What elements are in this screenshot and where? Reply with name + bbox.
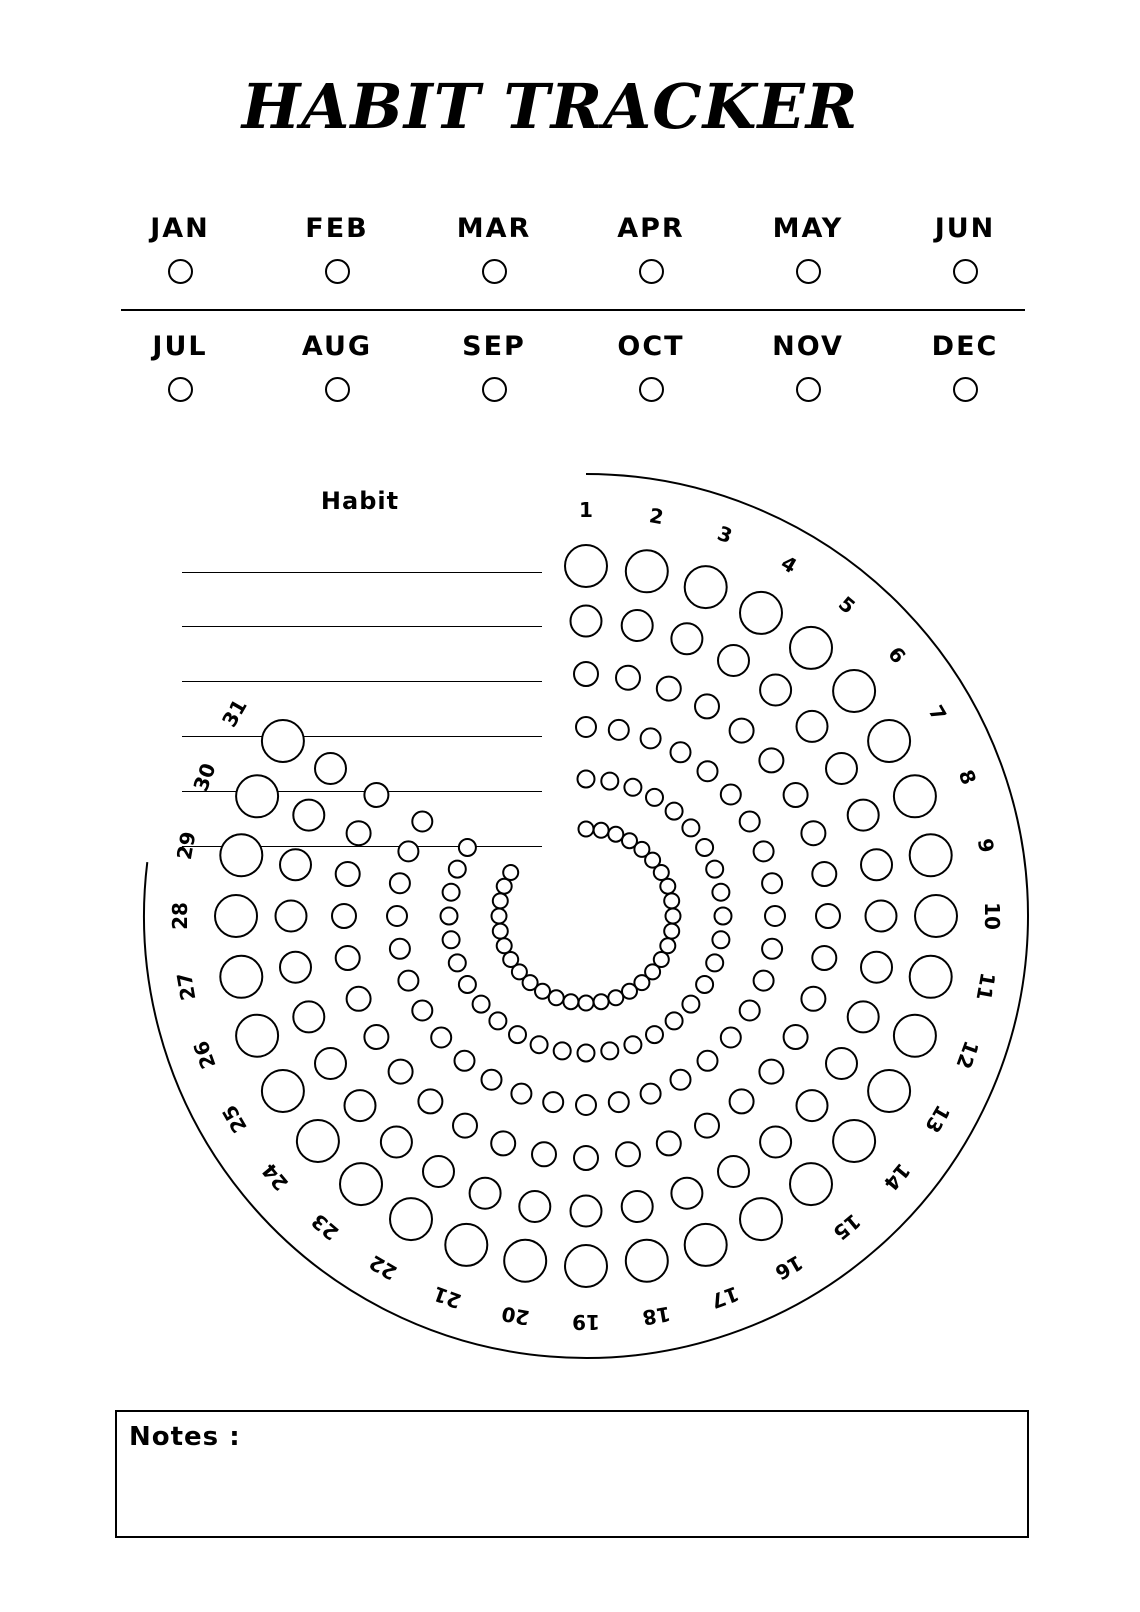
habit-1-day-18-dot[interactable] [626, 1240, 668, 1282]
habit-6-day-30-dot[interactable] [497, 879, 512, 894]
habit-5-day-11-dot[interactable] [712, 931, 729, 948]
day-number-21: 21 [429, 1281, 465, 1314]
habit-1-day-29-dot[interactable] [220, 834, 262, 876]
day-number-30: 30 [188, 759, 221, 795]
habit-2-day-17-dot[interactable] [671, 1178, 702, 1209]
habit-3-day-15-dot[interactable] [730, 1089, 754, 1113]
habit-6-day-7-dot[interactable] [654, 865, 669, 880]
day-number-6: 6 [883, 641, 911, 669]
habit-3-day-16-dot[interactable] [695, 1114, 719, 1138]
habit-6-day-31-dot[interactable] [503, 865, 518, 880]
habit-6-day-27-dot[interactable] [493, 924, 508, 939]
habit-5-day-16-dot[interactable] [646, 1026, 663, 1043]
habit-2-day-1-dot[interactable] [571, 606, 602, 637]
habit-1-day-25-dot[interactable] [262, 1070, 304, 1112]
habit-5-day-13-dot[interactable] [696, 976, 713, 993]
habit-4-day-20-dot[interactable] [543, 1092, 563, 1112]
month-label: MAY [772, 213, 844, 244]
month-label: AUG [301, 331, 373, 362]
habit-3-day-20-dot[interactable] [532, 1142, 556, 1166]
day-number-15: 15 [828, 1208, 866, 1246]
day-number-4: 4 [776, 550, 802, 579]
day-number-28: 28 [168, 902, 192, 930]
month-label: JAN [150, 213, 210, 244]
habit-4-day-12-dot[interactable] [754, 971, 774, 991]
habit-3-day-1-dot[interactable] [574, 662, 598, 686]
habit-4-day-24-dot[interactable] [431, 1028, 451, 1048]
habit-5-day-3-dot[interactable] [624, 779, 641, 796]
habit-4-day-10-dot[interactable] [765, 906, 785, 926]
habit-2-day-12-dot[interactable] [848, 1001, 879, 1032]
habit-3-day-25-dot[interactable] [364, 1025, 388, 1049]
day-number-26: 26 [188, 1037, 221, 1073]
habit-3-day-8-dot[interactable] [801, 821, 825, 845]
habit-3-day-18-dot[interactable] [616, 1142, 640, 1166]
habit-4-day-17-dot[interactable] [641, 1084, 661, 1104]
habit-1-day-22-dot[interactable] [390, 1198, 432, 1240]
notes-input[interactable] [127, 1462, 1011, 1532]
habit-6-day-17-dot[interactable] [608, 990, 623, 1005]
habit-3-day-7-dot[interactable] [784, 783, 808, 807]
day-number-9: 9 [972, 836, 999, 855]
habit-5-day-14-dot[interactable] [682, 996, 699, 1013]
habit-3-day-23-dot[interactable] [418, 1089, 442, 1113]
habit-2-day-9-dot[interactable] [861, 849, 892, 880]
day-number-14: 14 [878, 1158, 916, 1196]
habit-5-day-6-dot[interactable] [682, 819, 699, 836]
habit-4-day-23-dot[interactable] [455, 1051, 475, 1071]
habit-1-day-5-dot[interactable] [790, 627, 832, 669]
month-label: NOV [772, 331, 844, 362]
habit-3-day-31-dot[interactable] [364, 783, 388, 807]
day-number-22: 22 [364, 1250, 402, 1285]
habit-2-day-2-dot[interactable] [622, 610, 653, 641]
habit-5-day-10-dot[interactable] [715, 908, 732, 925]
habit-2-day-6-dot[interactable] [797, 711, 828, 742]
habit-4-day-11-dot[interactable] [762, 939, 782, 959]
day-number-24: 24 [256, 1158, 294, 1196]
habit-4-day-26-dot[interactable] [398, 971, 418, 991]
habit-6-day-18-dot[interactable] [594, 994, 609, 1009]
habit-4-day-27-dot[interactable] [390, 939, 410, 959]
habit-1-day-30-dot[interactable] [236, 775, 278, 817]
habit-1-day-9-dot[interactable] [910, 834, 952, 876]
habit-1-day-11-dot[interactable] [910, 956, 952, 998]
day-number-3: 3 [714, 520, 736, 549]
habit-4-day-3-dot[interactable] [641, 728, 661, 748]
habit-1-day-26-dot[interactable] [236, 1015, 278, 1057]
habit-5-day-9-dot[interactable] [712, 884, 729, 901]
habit-6-day-1-dot[interactable] [579, 822, 594, 837]
habit-5-day-27-dot[interactable] [443, 931, 460, 948]
day-number-23: 23 [306, 1208, 344, 1246]
habit-2-day-4-dot[interactable] [718, 645, 749, 676]
month-label: MAR [456, 213, 532, 244]
habit-3-day-11-dot[interactable] [812, 946, 836, 970]
habit-1-day-3-dot[interactable] [685, 566, 727, 608]
habit-2-day-19-dot[interactable] [571, 1196, 602, 1227]
day-number-25: 25 [217, 1100, 252, 1138]
habit-1-day-10-dot[interactable] [915, 895, 957, 937]
habit-5-day-2-dot[interactable] [601, 773, 618, 790]
habit-3-day-30-dot[interactable] [347, 821, 371, 845]
habit-1-day-1-dot[interactable] [565, 545, 607, 587]
habit-5-day-26-dot[interactable] [449, 954, 466, 971]
habit-6-day-25-dot[interactable] [503, 952, 518, 967]
habit-1-day-28-dot[interactable] [215, 895, 257, 937]
page-title: HABIT TRACKER [241, 70, 859, 143]
day-number-2: 2 [647, 503, 666, 530]
habit-3-day-24-dot[interactable] [389, 1060, 413, 1084]
habit-6-day-10-dot[interactable] [666, 909, 681, 924]
habit-5-day-30-dot[interactable] [449, 861, 466, 878]
habit-5-day-8-dot[interactable] [706, 861, 723, 878]
habit-2-day-18-dot[interactable] [622, 1191, 653, 1222]
day-number-7: 7 [923, 700, 952, 726]
habit-4-day-19-dot[interactable] [576, 1095, 596, 1115]
month-label: JUN [934, 213, 996, 244]
habit-6-day-8-dot[interactable] [660, 879, 675, 894]
habit-3-day-28-dot[interactable] [332, 904, 356, 928]
habit-5-day-5-dot[interactable] [666, 803, 683, 820]
day-number-12: 12 [951, 1037, 984, 1073]
habit-5-day-20-dot[interactable] [554, 1042, 571, 1059]
month-label: JUL [152, 331, 208, 362]
habit-5-day-7-dot[interactable] [696, 839, 713, 856]
habit-4-day-6-dot[interactable] [721, 785, 741, 805]
tracker-dots [215, 545, 957, 1287]
habit-2-day-23-dot[interactable] [381, 1127, 412, 1158]
habit-5-day-24-dot[interactable] [473, 996, 490, 1013]
habit-4-day-9-dot[interactable] [762, 873, 782, 893]
habit-1-day-23-dot[interactable] [340, 1163, 382, 1205]
habit-6-day-20-dot[interactable] [563, 994, 578, 1009]
habit-5-day-22-dot[interactable] [509, 1026, 526, 1043]
habit-6-day-16-dot[interactable] [622, 984, 637, 999]
habit-5-day-17-dot[interactable] [624, 1036, 641, 1053]
habit-4-day-29-dot[interactable] [390, 873, 410, 893]
habit-3-day-14-dot[interactable] [759, 1060, 783, 1084]
habit-1-day-8-dot[interactable] [894, 775, 936, 817]
habit-1-day-15-dot[interactable] [790, 1163, 832, 1205]
day-number-29: 29 [171, 829, 201, 862]
habit-4-day-2-dot[interactable] [609, 720, 629, 740]
habit-4-day-30-dot[interactable] [398, 841, 418, 861]
day-number-10: 10 [980, 902, 1004, 930]
habit-2-day-22-dot[interactable] [423, 1156, 454, 1187]
habit-5-day-12-dot[interactable] [706, 954, 723, 971]
habit-5-day-25-dot[interactable] [459, 976, 476, 993]
habit-6-day-2-dot[interactable] [594, 823, 609, 838]
habit-2-day-28-dot[interactable] [276, 901, 307, 932]
habit-1-day-4-dot[interactable] [740, 592, 782, 634]
habit-6-day-3-dot[interactable] [608, 827, 623, 842]
habit-4-day-13-dot[interactable] [740, 1001, 760, 1021]
habit-3-day-12-dot[interactable] [801, 987, 825, 1011]
habit-1-day-24-dot[interactable] [297, 1120, 339, 1162]
habit-3-day-9-dot[interactable] [812, 862, 836, 886]
habit-3-day-3-dot[interactable] [657, 677, 681, 701]
habit-3-day-19-dot[interactable] [574, 1146, 598, 1170]
habit-1-day-13-dot[interactable] [868, 1070, 910, 1112]
habit-4-day-22-dot[interactable] [482, 1070, 502, 1090]
habit-1-day-16-dot[interactable] [740, 1198, 782, 1240]
habit-3-day-4-dot[interactable] [695, 694, 719, 718]
habit-1-day-27-dot[interactable] [220, 956, 262, 998]
habit-5-day-18-dot[interactable] [601, 1042, 618, 1059]
habit-3-day-17-dot[interactable] [657, 1131, 681, 1155]
notes-box [115, 1410, 1029, 1538]
habit-1-day-12-dot[interactable] [894, 1015, 936, 1057]
day-number-13: 13 [920, 1100, 955, 1138]
habit-3-day-2-dot[interactable] [616, 666, 640, 690]
habit-5-day-23-dot[interactable] [489, 1012, 506, 1029]
habit-4-day-8-dot[interactable] [754, 841, 774, 861]
habit-6-day-9-dot[interactable] [664, 893, 679, 908]
day-number-27: 27 [171, 970, 201, 1003]
habit-3-day-6-dot[interactable] [759, 748, 783, 772]
habit-1-day-7-dot[interactable] [868, 720, 910, 762]
habit-5-day-31-dot[interactable] [459, 839, 476, 856]
habit-4-day-4-dot[interactable] [671, 742, 691, 762]
habit-2-day-26-dot[interactable] [293, 1001, 324, 1032]
habit-3-day-21-dot[interactable] [491, 1131, 515, 1155]
day-number-16: 16 [770, 1250, 808, 1285]
day-number-18: 18 [640, 1301, 673, 1331]
day-number-11: 11 [971, 970, 1001, 1003]
habit-1-day-14-dot[interactable] [833, 1120, 875, 1162]
day-number-20: 20 [499, 1301, 532, 1331]
habit-6-day-21-dot[interactable] [549, 990, 564, 1005]
habit-4-day-14-dot[interactable] [721, 1028, 741, 1048]
habit-3-day-10-dot[interactable] [816, 904, 840, 928]
habit-2-day-30-dot[interactable] [293, 800, 324, 831]
habit-4-day-25-dot[interactable] [412, 1001, 432, 1021]
day-number-1: 1 [579, 498, 593, 522]
habit-6-day-26-dot[interactable] [497, 938, 512, 953]
habit-2-day-14-dot[interactable] [797, 1090, 828, 1121]
month-label: APR [617, 213, 685, 244]
habit-2-day-25-dot[interactable] [315, 1048, 346, 1079]
habit-1-day-31-dot[interactable] [262, 720, 304, 762]
habit-5-day-15-dot[interactable] [666, 1012, 683, 1029]
habit-5-day-29-dot[interactable] [443, 884, 460, 901]
habit-6-day-11-dot[interactable] [664, 924, 679, 939]
habit-2-day-7-dot[interactable] [826, 753, 857, 784]
habit-2-day-11-dot[interactable] [861, 952, 892, 983]
habit-4-day-1-dot[interactable] [576, 717, 596, 737]
habit-2-day-31-dot[interactable] [315, 753, 346, 784]
habit-2-day-29-dot[interactable] [280, 849, 311, 880]
habit-2-day-5-dot[interactable] [760, 675, 791, 706]
habit-1-day-17-dot[interactable] [685, 1224, 727, 1266]
habit-5-day-19-dot[interactable] [578, 1045, 595, 1062]
habit-2-day-3-dot[interactable] [671, 623, 702, 654]
habit-1-day-21-dot[interactable] [445, 1224, 487, 1266]
habit-3-day-22-dot[interactable] [453, 1114, 477, 1138]
habit-4-day-5-dot[interactable] [698, 761, 718, 781]
habit-4-day-18-dot[interactable] [609, 1092, 629, 1112]
habit-3-day-26-dot[interactable] [347, 987, 371, 1011]
habit-6-day-28-dot[interactable] [492, 909, 507, 924]
day-number-31: 31 [217, 694, 252, 732]
habit-4-day-7-dot[interactable] [740, 812, 760, 832]
habit-6-day-12-dot[interactable] [660, 938, 675, 953]
habit-2-day-16-dot[interactable] [718, 1156, 749, 1187]
habit-5-day-4-dot[interactable] [646, 789, 663, 806]
habit-4-day-15-dot[interactable] [698, 1051, 718, 1071]
habit-2-day-13-dot[interactable] [826, 1048, 857, 1079]
habit-6-day-29-dot[interactable] [493, 893, 508, 908]
habit-5-day-28-dot[interactable] [441, 908, 458, 925]
habit-heading: Habit [320, 487, 400, 515]
habit-2-day-24-dot[interactable] [345, 1090, 376, 1121]
habit-6-day-19-dot[interactable] [579, 996, 594, 1011]
habit-2-day-8-dot[interactable] [848, 800, 879, 831]
habit-2-day-27-dot[interactable] [280, 952, 311, 983]
day-number-17: 17 [707, 1281, 743, 1314]
habit-3-day-13-dot[interactable] [784, 1025, 808, 1049]
habit-4-day-31-dot[interactable] [412, 812, 432, 832]
month-label: DEC [931, 331, 999, 362]
notes-label: Notes : [129, 1422, 241, 1452]
habit-3-day-27-dot[interactable] [336, 946, 360, 970]
habit-2-day-21-dot[interactable] [470, 1178, 501, 1209]
habit-2-day-20-dot[interactable] [519, 1191, 550, 1222]
month-label: FEB [305, 213, 369, 244]
day-number-8: 8 [953, 766, 982, 788]
habit-5-day-1-dot[interactable] [578, 771, 595, 788]
habit-1-day-2-dot[interactable] [626, 550, 668, 592]
habit-2-day-10-dot[interactable] [866, 901, 897, 932]
habit-4-day-16-dot[interactable] [671, 1070, 691, 1090]
habit-5-day-21-dot[interactable] [531, 1036, 548, 1053]
day-number-5: 5 [833, 591, 861, 619]
habit-3-day-5-dot[interactable] [730, 719, 754, 743]
habit-4-day-21-dot[interactable] [511, 1084, 531, 1104]
habit-1-day-19-dot[interactable] [565, 1245, 607, 1287]
habit-4-day-28-dot[interactable] [387, 906, 407, 926]
habit-1-day-6-dot[interactable] [833, 670, 875, 712]
habit-2-day-15-dot[interactable] [760, 1127, 791, 1158]
habit-3-day-29-dot[interactable] [336, 862, 360, 886]
month-label: SEP [462, 331, 526, 362]
month-label: OCT [617, 331, 685, 362]
day-number-19: 19 [572, 1310, 600, 1334]
habit-1-day-20-dot[interactable] [504, 1240, 546, 1282]
